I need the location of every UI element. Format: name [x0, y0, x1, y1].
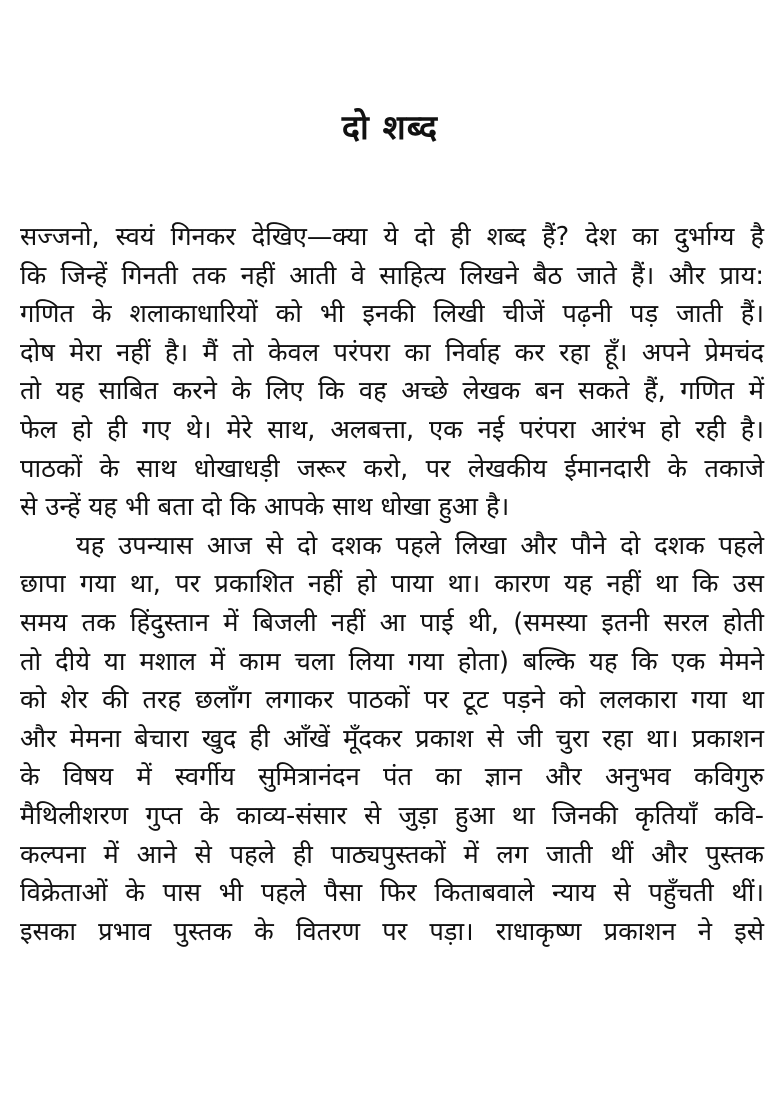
- page-title: दो शब्द: [341, 108, 439, 148]
- text-line: तो दीये या मशाल में काम चला लिया गया होता) बल्कि यह कि एक मेमने: [20, 646, 764, 677]
- text-line: को शेर की तरह छलाँग लगाकर पाठकों पर टूट पड़ने को ललकारा गया था: [20, 685, 764, 716]
- text-line: मैथिलीशरण गुप्त के काव्य-संसार से जुड़ा हुआ था जिनकी कृतियाँ कवि-: [20, 800, 764, 831]
- text-line: से उन्हें यह भी बता दो कि आपके साथ धोखा हुआ है।: [20, 492, 510, 523]
- text-line: छापा गया था, पर प्रकाशित नहीं हो पाया था। कारण यह नहीं था कि उस: [20, 569, 764, 600]
- text-line: तो यह साबित करने के लिए कि वह अच्छे लेखक बन सकते हैं, गणित में: [20, 376, 764, 407]
- text-line: के विषय में स्वर्गीय सुमित्रानंदन पंत का ज्ञान और अनुभव कविगुरु: [20, 762, 764, 793]
- text-line: कल्पना में आने से पहले ही पाठ्यपुस्तकों में लग जाती थीं और पुस्तक: [20, 839, 764, 870]
- text-line: विक्रेताओं के पास भी पहले पैसा फिर किताबवाले न्याय से पहुँचती थीं।: [20, 878, 764, 909]
- paragraph-2: [20, 527, 764, 952]
- text-line: पाठकों के साथ धोखाधड़ी जरूर करो, पर लेखकीय ईमानदारी के तकाजे: [20, 453, 764, 484]
- text-line: गणित के शलाकाधारियों को भी इनकी लिखी चीजें पढ़नी पड़ जाती हैं।: [20, 299, 764, 330]
- text-line: समय तक हिंदुस्तान में बिजली नहीं आ पाई थी, (समस्या इतनी सरल होती: [20, 607, 764, 638]
- text-line: इसका प्रभाव पुस्तक के वितरण पर पड़ा। राधाकृष्ण प्रकाशन ने इसे: [20, 916, 764, 947]
- text-line: दोष मेरा नहीं है। मैं तो केवल परंपरा का निर्वाह कर रहा हूँ। अपने प्रेमचंद: [20, 337, 764, 368]
- paragraph-1: [20, 218, 764, 527]
- text-line: और मेमना बेचारा खुद ही आँखें मूँदकर प्रकाश से जी चुरा रहा था। प्रकाशन: [20, 723, 764, 754]
- text-line: सज्जनो, स्वयं गिनकर देखिए—क्या ये दो ही शब्द हैं? देश का दुर्भाग्य है: [20, 222, 764, 252]
- text-line: यह उपन्यास आज से दो दशक पहले लिखा और पौने दो दशक पहले: [76, 530, 764, 561]
- text-line: फेल हो ही गए थे। मेरे साथ, अलबत्ता, एक नई परंपरा आरंभ हो रही है।: [20, 414, 764, 445]
- text-line: कि जिन्हें गिनती तक नहीं आती वे साहित्य लिखने बैठ जाते हैं। और प्राय:: [20, 260, 764, 291]
- body-text: [20, 218, 764, 951]
